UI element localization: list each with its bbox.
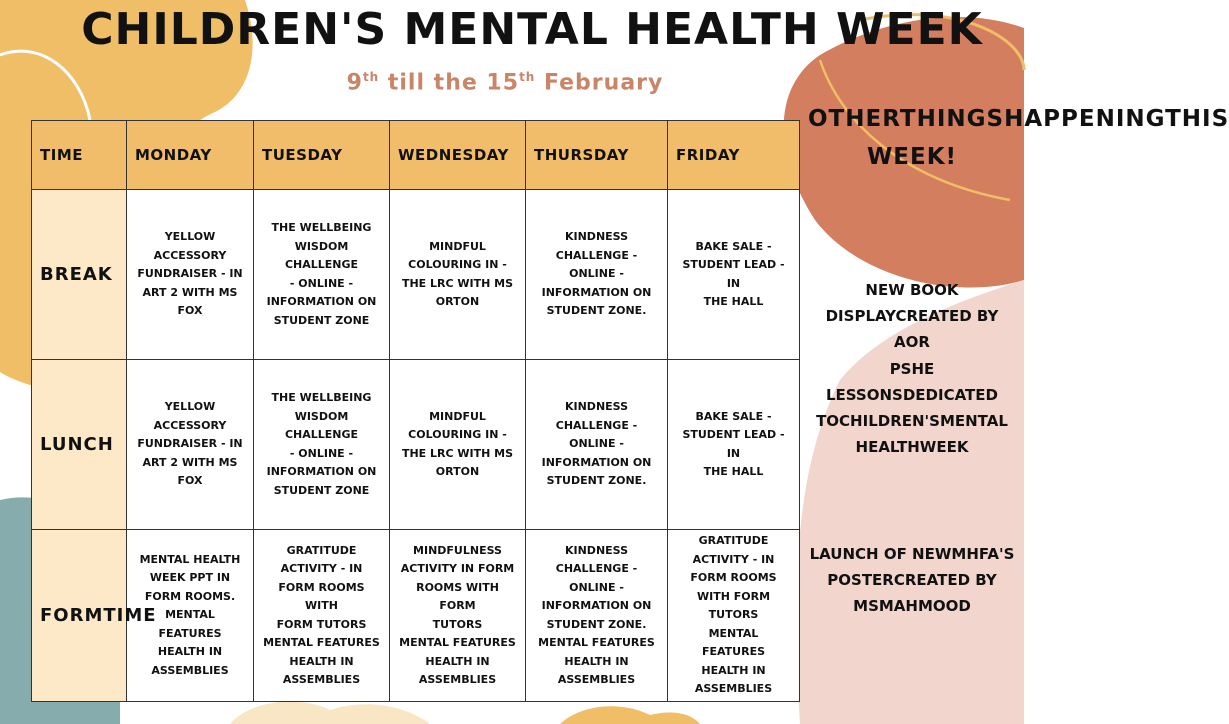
end-suffix: th — [519, 70, 536, 84]
text-line: MINDFUL — [429, 409, 486, 423]
text-line: ART 2 WITH MS — [142, 285, 238, 299]
text-line: MENTAL — [165, 608, 215, 622]
text-line: ORTON — [435, 465, 480, 478]
schedule-table — [31, 120, 800, 702]
column-header-thursday: THURSDAY — [526, 121, 668, 190]
text-line: CHALLENGE — [284, 258, 359, 271]
text-line: LAUNCH OF NEW — [809, 545, 952, 563]
text-line: MENTAL FEATURES — [701, 626, 766, 659]
text-line: FUNDRAISER - IN — [137, 267, 243, 281]
text-line: GRATITUDE — [286, 543, 357, 557]
row-label — [32, 360, 127, 530]
date-range-subtitle — [0, 70, 1010, 95]
text-line: ACTIVITY - IN — [692, 552, 775, 566]
text-line: WITH FORM — [696, 589, 771, 603]
text-line: COLOURING IN - — [408, 428, 507, 441]
text-line: MENTAL HEALTH — [139, 552, 241, 566]
schedule-cell — [668, 530, 800, 702]
text-line: STUDENT ZONE. — [546, 304, 647, 318]
schedule-cell — [127, 190, 254, 360]
text-line: WISDOM — [294, 409, 349, 423]
text-line: KINDNESS — [564, 543, 629, 557]
text-line: - ONLINE - — [289, 446, 354, 460]
column-header-time: TIME — [32, 121, 127, 190]
page-title: CHILDREN'S MENTAL HEALTH WEEK — [81, 4, 983, 55]
text-line: BREAK — [40, 263, 113, 285]
text-line: BAKE SALE - — [695, 409, 772, 423]
text-line: CREATED BY MS — [853, 571, 997, 615]
text-line: FOX — [177, 304, 203, 318]
text-line: THE WELLBEING — [271, 391, 372, 404]
text-line: - ONLINE - — [289, 276, 354, 290]
text-line: FORM ROOMS. — [144, 589, 236, 603]
schedule-cell — [254, 360, 390, 530]
table-row — [32, 360, 800, 530]
row-label — [32, 190, 127, 360]
text-line: ACTIVITY IN FORM — [400, 562, 515, 575]
text-line: YELLOW — [164, 230, 216, 244]
column-header-wednesday: WEDNESDAY — [390, 121, 526, 190]
sidebar-item-mhfa-poster — [808, 541, 1016, 619]
text-line: ACTIVITY - IN — [280, 562, 363, 575]
text-line: TUTORS — [708, 608, 759, 622]
text-line: STUDENT LEAD - IN — [682, 258, 785, 290]
subtitle-middle: till the 15 — [379, 70, 520, 96]
text-line: INFORMATION ON — [541, 285, 652, 299]
text-line: FUNDRAISER - IN — [137, 437, 243, 451]
text-line: MINDFUL — [429, 239, 486, 253]
text-line: ONLINE - — [569, 267, 624, 281]
text-line: THINGS — [899, 106, 1005, 132]
text-line: CREATED BY AOR — [894, 307, 999, 351]
table-header-row — [32, 121, 800, 190]
table-row — [32, 530, 800, 702]
text-line: THE HALL — [703, 295, 764, 308]
text-line: INFORMATION ON — [266, 465, 377, 478]
text-line: CHILDREN'S — [839, 412, 940, 430]
text-line: WEEK PPT IN — [149, 571, 231, 585]
sidebar-heading — [808, 100, 1229, 176]
text-line: THE HALL — [703, 465, 764, 478]
sidebar-item-pshe-lessons — [808, 356, 1016, 460]
text-line: INFORMATION ON — [541, 455, 652, 469]
text-line: KINDNESS — [564, 400, 629, 414]
text-line: WISDOM — [294, 239, 349, 253]
text-line: INFORMATION ON — [266, 295, 377, 308]
text-line: KINDNESS — [564, 230, 629, 244]
schedule-cell — [390, 360, 526, 530]
text-line: STUDENT ZONE — [273, 313, 370, 327]
text-line: ASSEMBLIES — [418, 673, 497, 686]
text-line: ASSEMBLIES — [282, 673, 361, 686]
text-line: GRATITUDE — [698, 534, 769, 548]
text-line: ASSEMBLIES — [151, 663, 229, 677]
text-line: ONLINE - — [569, 437, 624, 451]
text-line: STUDENT LEAD - IN — [682, 428, 785, 460]
schedule-cell — [127, 360, 254, 530]
schedule-cell — [526, 360, 668, 530]
text-line: ROOMS WITH FORM — [416, 580, 499, 612]
schedule-cell — [254, 530, 390, 702]
text-line: MENTAL HEALTH — [855, 412, 1008, 456]
text-line: MENTAL FEATURES — [399, 636, 516, 649]
text-line: LUNCH — [40, 433, 114, 455]
text-line: MHFA'S POSTER — [827, 545, 1015, 589]
text-line: ACCESSORY — [153, 418, 227, 432]
table-row — [32, 190, 800, 360]
text-line: CHALLENGE - — [555, 418, 638, 432]
text-line: STUDENT ZONE. — [546, 474, 647, 488]
text-line: CHALLENGE - — [555, 248, 638, 262]
text-line: FOX — [177, 474, 203, 488]
text-line: MENTAL FEATURES — [538, 636, 655, 649]
text-line: HEALTH IN — [157, 645, 223, 659]
text-line: FORM — [40, 604, 104, 626]
column-header-tuesday: TUESDAY — [254, 121, 390, 190]
text-line: OTHER — [808, 106, 900, 132]
text-line: FORM ROOMS WITH — [278, 580, 365, 612]
sidebar-item-book-display — [808, 277, 1016, 355]
start-day: 9 — [346, 70, 363, 96]
text-line: THIS WEEK! — [866, 106, 1229, 170]
text-line: BAKE SALE - — [695, 239, 772, 253]
text-line: ONLINE - — [569, 580, 624, 594]
schedule-cell — [526, 190, 668, 360]
text-line: THE LRC WITH MS — [401, 276, 514, 290]
schedule-cell — [390, 530, 526, 702]
text-line: DEDICATED TO — [816, 386, 998, 430]
text-line: HEALTH IN — [425, 654, 490, 668]
orange-blob-bottom — [560, 706, 700, 724]
text-line: THE LRC WITH MS — [401, 446, 514, 460]
text-line: HEALTH IN — [564, 654, 629, 668]
text-line: CHALLENGE - — [555, 562, 638, 575]
schedule-cell — [668, 360, 800, 530]
text-line: ACCESSORY — [153, 248, 227, 262]
text-line: INFORMATION ON — [541, 599, 652, 612]
text-line: ART 2 WITH MS — [142, 455, 238, 469]
text-line: HAPPENING — [1004, 106, 1166, 132]
text-line: YELLOW — [164, 400, 216, 414]
text-line: ORTON — [435, 295, 480, 308]
column-header-friday: FRIDAY — [668, 121, 800, 190]
text-line: CHALLENGE — [284, 428, 359, 441]
text-line: STUDENT ZONE — [273, 483, 370, 497]
subtitle-end: February — [535, 70, 664, 96]
schedule-cell — [390, 190, 526, 360]
cream-blob-bottom — [230, 702, 430, 724]
text-line: PSHE LESSONS — [826, 360, 935, 404]
text-line: ASSEMBLIES — [557, 673, 636, 686]
text-line: FEATURES — [158, 626, 222, 640]
text-line: TIME — [103, 604, 157, 626]
text-line: STUDENT ZONE. — [546, 617, 647, 631]
schedule-cell — [668, 190, 800, 360]
text-line: TUTORS — [432, 617, 483, 631]
text-line: MENTAL FEATURES — [263, 636, 380, 649]
text-line: THE WELLBEING — [271, 221, 372, 234]
text-line: MINDFULNESS — [413, 543, 502, 557]
text-line: ASSEMBLIES — [694, 682, 773, 696]
text-line: HEALTH IN — [701, 663, 766, 677]
text-line: FORM ROOMS — [690, 571, 777, 585]
text-line: HEALTH IN — [289, 654, 354, 668]
column-header-monday: MONDAY — [127, 121, 254, 190]
text-line: MAHMOOD — [878, 597, 971, 615]
start-suffix: th — [362, 70, 380, 84]
text-line: WEEK — [919, 438, 969, 456]
text-line: FORM TUTORS — [276, 617, 367, 631]
text-line: COLOURING IN - — [408, 258, 507, 271]
row-label — [32, 530, 157, 702]
text-line: NEW BOOK DISPLAY — [825, 281, 959, 325]
schedule-cell — [526, 530, 668, 702]
schedule-cell — [254, 190, 390, 360]
